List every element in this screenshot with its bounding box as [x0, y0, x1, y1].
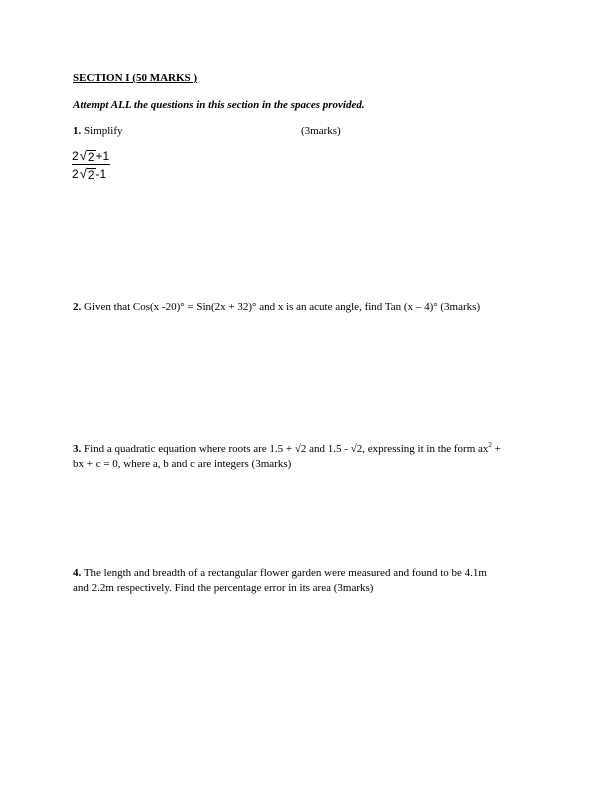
question-3-line-1-tail: + [491, 443, 501, 455]
numerator-radicand: 2 [87, 150, 95, 164]
question-1 [73, 125, 123, 137]
square-root-icon: √ [79, 166, 87, 181]
section-instruction: Attempt ALL the questions in this section in the spaces provided. [73, 99, 365, 111]
question-3-line-2: bx + c = 0, where a, b and c are integers (3marks) [73, 458, 292, 470]
question-3-exponent: 2 [488, 441, 492, 449]
question-2-number: 2. [73, 301, 82, 313]
question-4 [73, 567, 487, 579]
fraction-denominator [72, 167, 106, 181]
question-2-text: Given that Cos(x -20)° = Sin(2x + 32)° and x is an acute angle, find Tan (x – 4)° (3marks) [84, 301, 481, 313]
numerator-tail: +1 [95, 149, 110, 163]
square-root-icon: √ [79, 148, 87, 163]
section-title: SECTION I (50 MARKS ) [73, 72, 198, 84]
fraction-bar [72, 164, 110, 165]
question-1-number: 1. [73, 125, 82, 137]
question-1-marks: (3marks) [301, 125, 341, 137]
question-1-text: Simplify [84, 125, 123, 137]
question-3-line-1: Find a quadratic equation where roots are 1.5 + √2 and 1.5 - √2, expressing it in the form ax [84, 443, 489, 455]
denominator-coefficient: 2 [72, 167, 79, 181]
question-3 [73, 443, 501, 455]
question-4-number: 4. [73, 567, 82, 579]
question-1-fraction [72, 149, 110, 181]
numerator-coefficient: 2 [72, 149, 79, 163]
question-4-line-1: The length and breadth of a rectangular flower garden were measured and found to be 4.1m [83, 567, 487, 579]
question-3-number: 3. [73, 443, 82, 455]
numerator-radical [79, 149, 96, 163]
denominator-tail: -1 [95, 167, 107, 181]
denominator-radicand: 2 [87, 168, 95, 182]
question-4-line-2: and 2.2m respectively. Find the percentage error in its area (3marks) [73, 582, 374, 594]
question-2 [73, 301, 480, 313]
denominator-radical [79, 167, 96, 181]
fraction-numerator [72, 149, 109, 163]
